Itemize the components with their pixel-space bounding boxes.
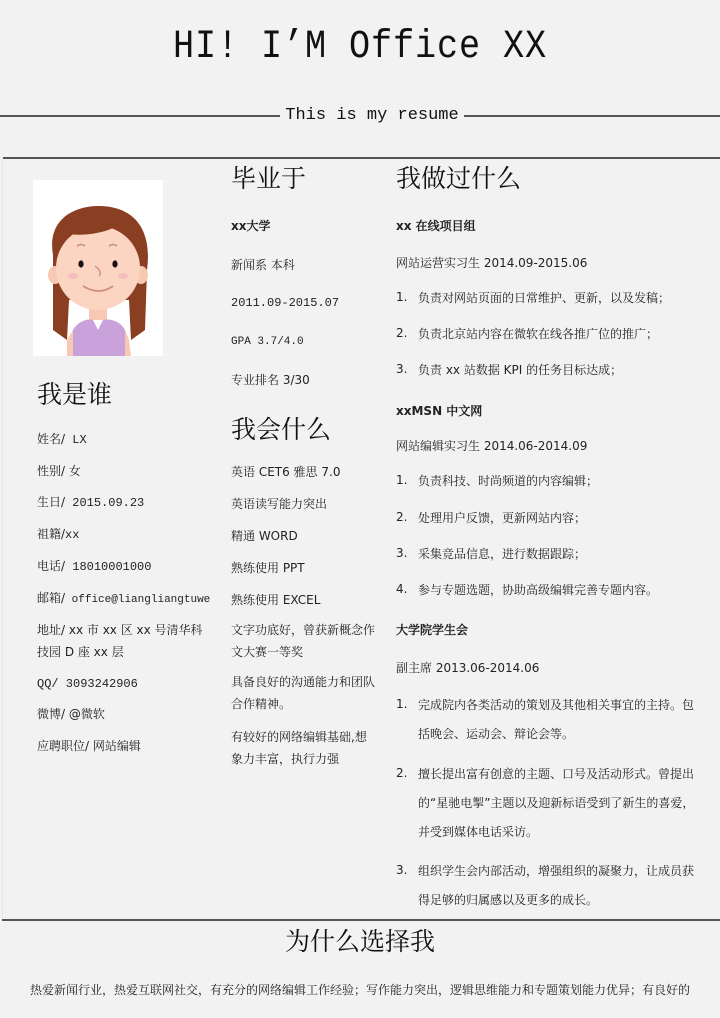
skill-item: 熟练使用 EXCEL [231,593,321,607]
experience-item [396,582,701,598]
skill-item: 有较好的网络编辑基础,想象力丰富，执行力强 [231,730,367,766]
field-value: 18010001000 [65,560,152,574]
experience-item [396,760,701,847]
item-number: 3. [396,863,408,877]
profile-field-name [37,431,217,448]
skill-item: 文字功底好，曾获新概念作文大赛一等奖 [231,623,376,659]
field-value: @微软 [65,707,105,721]
item-text: 完成院内各类活动的策划及其他相关事宜的主持。包括晚会、运动会、辩论会等。 [418,698,695,741]
profile-field-gender [37,463,217,479]
field-label: 微博/ [37,707,66,721]
field-label: 姓名/ [37,432,66,446]
profile-field-address [37,622,217,660]
field-label: 电话/ [37,559,66,573]
section-title-skills: 我会什么 [231,415,332,444]
item-text: 组织学生会内部活动，增强组织的凝聚力，让成员获得足够的归属感以及更多的成长。 [418,864,695,907]
experience-item [396,362,701,378]
experience-item [396,691,701,749]
field-value: 3093242906 [58,677,138,691]
experience-org: xx 在线项目组 [396,219,476,233]
field-value: LX [65,433,87,447]
item-text: 处理用户反馈，更新网站内容； [418,511,587,525]
field-label: 祖籍/ [37,527,66,541]
item-text: 负责北京站内容在微软在线各推广位的推广； [418,327,659,341]
field-value: 女 [65,464,81,478]
section-title-who-am-i: 我是谁 [37,380,113,409]
skill-item: 熟练使用 PPT [231,561,305,575]
section-title-experience: 我做过什么 [396,164,522,193]
item-number: 2. [396,326,408,340]
section-title-education: 毕业于 [231,164,307,193]
header-divider [2,157,720,159]
experience-item [396,510,701,526]
field-value: office@liangliangtuwe [65,594,211,606]
profile-field-birthday [37,494,217,511]
profile-field-hometown [37,526,217,543]
education-major: 新闻系 本科 [231,258,295,272]
section-title-why-me: 为什么选择我 [284,927,435,956]
experience-role: 网站运营实习生 2014.09-2015.06 [396,256,588,270]
profile-field-qq [37,675,217,692]
skill-item: 英语 CET6 雅思 7.0 [231,465,341,479]
field-label: 邮箱/ [37,591,66,605]
skill-item: 精通 WORD [231,529,298,543]
item-number: 1. [396,697,408,711]
resume-subtitle: This is my resume [285,106,459,125]
field-label: 应聘职位/ [37,739,90,753]
experience-role: 副主席 2013.06-2014.06 [396,661,540,675]
item-text: 采集竞品信息，进行数据跟踪； [418,547,587,561]
profile-field-phone [37,558,217,575]
profile-field-position [37,738,217,754]
item-number: 2. [396,766,408,780]
field-value: xx 市 xx 区 xx 号清华科 [65,623,203,637]
item-number: 3. [396,546,408,560]
item-number: 3. [396,362,408,376]
experience-org: xxMSN 中文网 [396,404,483,418]
field-value: xx [65,528,80,542]
experience-item [396,473,701,489]
footer-divider [2,919,720,921]
subtitle-rule-left [0,115,280,117]
profile-field-weibo [37,706,217,722]
field-value-line2: 技园 D 座 xx 层 [37,645,124,659]
experience-item [396,857,701,915]
profile-photo [33,180,163,356]
skill-item: 英语读写能力突出 [231,497,328,511]
item-text: 负责对网站页面的日常维护、更新，以及发稿； [418,291,671,305]
experience-item [396,546,701,562]
item-text: 负责科技、时尚频道的内容编辑； [418,474,599,488]
item-number: 4. [396,582,408,596]
item-number: 1. [396,290,408,304]
field-label: 性别/ [37,464,66,478]
item-text: 参与专题选题，协助高级编辑完善专题内容。 [418,583,659,597]
item-number: 2. [396,510,408,524]
cartoon-girl-avatar-icon [33,180,163,356]
education-period: 2011.09-2015.07 [231,296,340,310]
experience-item [396,326,701,342]
field-label: QQ/ [37,677,59,691]
field-label: 生日/ [37,495,66,509]
field-label: 地址/ [37,623,66,637]
left-edge-line [2,157,3,919]
field-value: 网站编辑 [89,739,141,753]
experience-item [396,290,701,306]
item-text: 负责 xx 站数据 KPI 的任务目标达成； [418,363,623,377]
field-value: 2015.09.23 [65,496,145,510]
resume-title: HI! I’M Office XX [172,25,548,70]
item-number: 1. [396,473,408,487]
skill-item: 具备良好的沟通能力和团队合作精神。 [231,675,376,711]
why-me-text: 热爱新闻行业，热爱互联网社交，有充分的网络编辑工作经验；写作能力突出，逻辑思维能力和专题策划能力优异；有良好的 [29,983,690,997]
education-school: xx大学 [231,219,271,233]
education-gpa: GPA 3.7/4.0 [231,336,304,348]
experience-org: 大学院学生会 [396,623,469,637]
item-text: 擅长提出富有创意的主题、口号及活动形式。曾提出的“星驰电掣”主题以及迎新标语受到了新生的喜爱，并受到媒体电话采访。 [418,767,695,839]
subtitle-rule-right [464,115,720,117]
profile-field-email [37,590,217,608]
education-rank: 专业排名 3/30 [231,373,310,387]
experience-role: 网站编辑实习生 2014.06-2014.09 [396,439,588,453]
